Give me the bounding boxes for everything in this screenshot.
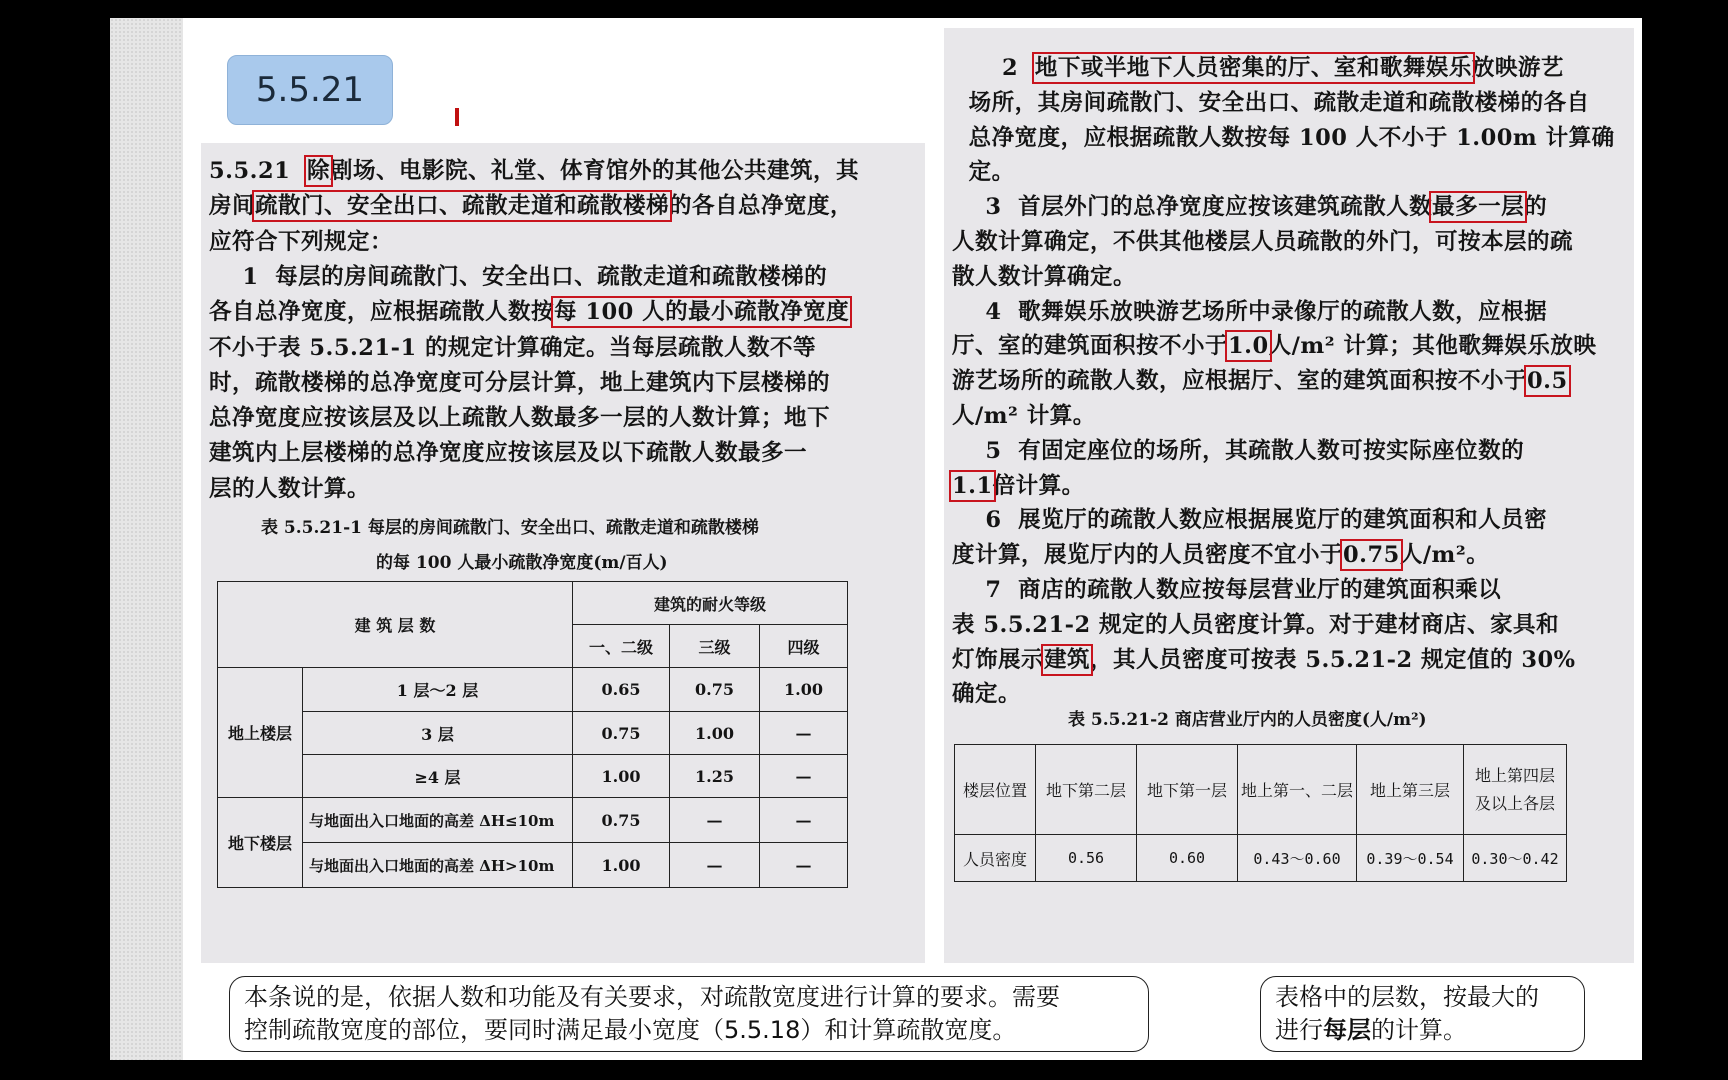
text-segment: 的各自总净宽度， bbox=[669, 193, 854, 220]
highlighted-phrase: 0.5 bbox=[1527, 368, 1568, 395]
table-cell: 1.00 bbox=[573, 755, 670, 798]
table-row bbox=[218, 755, 848, 798]
table-2-header: 地下第一层 bbox=[1137, 745, 1238, 835]
text-line bbox=[952, 607, 1559, 639]
text-segment: 不小于表 5.5.21-1 的规定计算确定。当每层疏散人数不等 bbox=[209, 334, 816, 361]
note-line: 控制疏散宽度的部位，要同时满足最小宽度（5.5.18）和计算疏散宽度。 bbox=[244, 1016, 1017, 1044]
text-segment: 度计算，展览厅内的人员密度不宜小于 bbox=[952, 542, 1344, 569]
text-segment: 人/m² 计算。 bbox=[952, 403, 1096, 429]
note-box-side bbox=[1260, 976, 1585, 1052]
table-1-fire-header: 建筑的耐火等级 bbox=[573, 582, 848, 625]
table-2-header: 地下第二层 bbox=[1036, 745, 1137, 835]
table-cell: — bbox=[760, 798, 848, 843]
table-row bbox=[218, 712, 848, 755]
table-1-grade: 一、二级 bbox=[573, 625, 670, 668]
text-segment: 1 每层的房间疏散门、安全出口、疏散走道和疏散楼梯的 bbox=[209, 263, 828, 290]
text-segment: 散人数计算确定。 bbox=[952, 263, 1137, 290]
text-line bbox=[952, 50, 1564, 82]
note-text: 进行 bbox=[1275, 1016, 1323, 1044]
note-emphasis: 每层 bbox=[1323, 1016, 1371, 1044]
highlighted-phrase: 疏散门、安全出口、疏散走道和疏散楼梯 bbox=[255, 193, 670, 220]
text-line bbox=[952, 468, 1085, 500]
table-row bbox=[955, 835, 1567, 882]
scan-page-right bbox=[944, 28, 1634, 963]
text-segment: 游艺场所的疏散人数，应根据厅、室的建筑面积按不小于 bbox=[952, 368, 1528, 395]
table-cell: 0.75 bbox=[670, 668, 760, 712]
text-segment: 人/m² 计算；其他歌舞娱乐放映 bbox=[1268, 333, 1597, 360]
text-line bbox=[952, 259, 1136, 291]
text-segment: 4 歌舞娱乐放映游艺场所中录像厅的疏散人数，应根据 bbox=[952, 298, 1548, 325]
table-cell: 1.25 bbox=[670, 755, 760, 798]
text-segment: 2 bbox=[952, 55, 1035, 81]
table-cell: 1.00 bbox=[670, 712, 760, 755]
table-1-col-header: 建 筑 层 数 bbox=[218, 582, 573, 668]
text-line bbox=[209, 294, 849, 326]
highlighted-phrase: 0.75 bbox=[1343, 542, 1400, 569]
highlighted-phrase: 地下或半地下人员密集的厅、室和歌舞娱乐 bbox=[1034, 55, 1472, 81]
text-line bbox=[209, 400, 830, 432]
text-line bbox=[209, 330, 816, 362]
text-segment: 房间 bbox=[209, 193, 256, 220]
text-line bbox=[952, 85, 1590, 117]
text-segment: 场所，其房间疏散门、安全出口、疏散走道和疏散楼梯的各自 bbox=[952, 89, 1590, 116]
table-2-header: 地上第一、二层 bbox=[1238, 745, 1357, 835]
table-2-caption: 表 5.5.21-2 商店营业厅内的人员密度(人/m²) bbox=[1068, 710, 1427, 730]
table-cell: — bbox=[760, 843, 848, 888]
table-1-row-label: 与地面出入口地面的高差 ΔH≤10m bbox=[303, 798, 573, 843]
note-box-main bbox=[229, 976, 1149, 1052]
text-line bbox=[209, 188, 853, 220]
table-row bbox=[218, 668, 848, 712]
text-segment: 7 商店的疏散人数应按每层营业厅的建筑面积乘以 bbox=[952, 577, 1502, 603]
highlighted-phrase: 1.1 bbox=[952, 472, 993, 499]
text-segment: 放映游艺 bbox=[1471, 55, 1564, 81]
table-cell: 0.75 bbox=[573, 712, 670, 755]
text-segment: 倍计算。 bbox=[992, 472, 1085, 499]
table-1-caption-line1: 表 5.5.21-1 每层的房间疏散门、安全出口、疏散走道和疏散楼梯 bbox=[261, 518, 759, 538]
text-line bbox=[209, 435, 807, 467]
text-line bbox=[952, 154, 1015, 186]
highlighted-phrase: 1.0 bbox=[1228, 333, 1269, 360]
text-line bbox=[952, 224, 1573, 256]
table-cell: 0.75 bbox=[573, 798, 670, 843]
text-segment: 总净宽度，应根据疏散人数按每 100 人不小于 1.00m 计算确 bbox=[952, 124, 1615, 151]
table-1-row-label: 与地面出入口地面的高差 ΔH>10m bbox=[303, 843, 573, 888]
table-cell: 1.00 bbox=[760, 668, 848, 712]
highlighted-phrase: 最多一层 bbox=[1432, 194, 1525, 221]
text-segment: 5.5.21 bbox=[209, 158, 307, 184]
text-line bbox=[952, 328, 1596, 360]
table-1 bbox=[217, 581, 848, 888]
text-line bbox=[209, 471, 370, 503]
text-segment: 确定。 bbox=[952, 681, 1022, 708]
text-line bbox=[209, 224, 393, 256]
text-segment: 应符合下列规定： bbox=[209, 228, 394, 255]
table-row bbox=[218, 798, 848, 843]
table-cell: 0.43～0.60 bbox=[1238, 835, 1357, 882]
table-2-row-label: 人员密度 bbox=[955, 835, 1036, 882]
table-1-group-below: 地下楼层 bbox=[218, 798, 303, 888]
text-segment: 5 有固定座位的场所，其疏散人数可按实际座位数的 bbox=[952, 437, 1525, 464]
table-cell: 0.56 bbox=[1036, 835, 1137, 882]
text-segment: 6 展览厅的疏散人数应根据展览厅的建筑面积和人员密 bbox=[952, 507, 1548, 534]
text-line bbox=[209, 153, 859, 185]
text-line bbox=[952, 676, 1021, 708]
table-1-grade: 四级 bbox=[760, 625, 848, 668]
table-cell: — bbox=[760, 755, 848, 798]
section-badge: 5.5.21 bbox=[227, 55, 393, 125]
text-line bbox=[952, 120, 1615, 152]
table-cell: — bbox=[670, 798, 760, 843]
text-line bbox=[952, 294, 1547, 326]
table-cell: — bbox=[670, 843, 760, 888]
text-line bbox=[952, 363, 1568, 395]
text-line bbox=[209, 365, 830, 397]
text-segment: 3 首层外门的总净宽度应按该建筑疏散人数 bbox=[952, 194, 1433, 221]
table-1-group-above: 地上楼层 bbox=[218, 668, 303, 798]
scan-page-left bbox=[201, 143, 925, 963]
note-line: 表格中的层数，按最大的 bbox=[1275, 983, 1539, 1011]
table-cell: 0.39～0.54 bbox=[1357, 835, 1464, 882]
decorative-strip bbox=[110, 18, 183, 1060]
text-segment: 定。 bbox=[952, 159, 1015, 186]
text-line bbox=[952, 537, 1489, 569]
slide bbox=[110, 18, 1642, 1060]
text-segment: 厅、室的建筑面积按不小于 bbox=[952, 333, 1229, 360]
table-1-caption-line2: 的每 100 人最小疏散净宽度(m/百人) bbox=[376, 553, 668, 573]
text-segment: 层的人数计算。 bbox=[209, 475, 371, 502]
table-1-row-label: ≥4 层 bbox=[303, 755, 573, 798]
text-line bbox=[952, 189, 1547, 221]
table-cell: — bbox=[760, 712, 848, 755]
text-segment: 建筑内上层楼梯的总净宽度应按该层及以下疏散人数最多一 bbox=[209, 440, 808, 467]
note-line: 本条说的是，依据人数和功能及有关要求，对疏散宽度进行计算的要求。需要 bbox=[244, 983, 1060, 1011]
table-cell: 0.65 bbox=[573, 668, 670, 712]
highlighted-phrase: 除 bbox=[306, 158, 330, 184]
note-text: 的计算。 bbox=[1371, 1016, 1467, 1044]
table-row bbox=[955, 745, 1567, 835]
table-2-header: 地上第三层 bbox=[1357, 745, 1464, 835]
table-cell: 0.60 bbox=[1137, 835, 1238, 882]
table-2 bbox=[954, 744, 1567, 882]
text-segment: 人数计算确定，不供其他楼层人员疏散的外门，可按本层的疏 bbox=[952, 229, 1574, 255]
text-segment: 剧场、电影院、礼堂、体育馆外的其他公共建筑，其 bbox=[329, 158, 859, 184]
text-line bbox=[952, 642, 1576, 674]
table-1-row-label: 1 层～2 层 bbox=[303, 668, 573, 712]
table-row bbox=[218, 843, 848, 888]
table-1-row-label: 3 层 bbox=[303, 712, 573, 755]
red-marker bbox=[455, 108, 459, 126]
text-line bbox=[952, 572, 1501, 604]
table-2-header: 地上第四层 及以上各层 bbox=[1464, 745, 1567, 835]
text-line bbox=[209, 259, 827, 291]
text-segment: 总净宽度应按该层及以上疏散人数最多一层的人数计算；地下 bbox=[209, 405, 831, 432]
table-cell: 1.00 bbox=[573, 843, 670, 888]
text-segment: 人/m²。 bbox=[1399, 542, 1490, 569]
text-segment: 灯饰展示 bbox=[952, 646, 1045, 673]
text-line bbox=[952, 433, 1524, 465]
text-segment: 的 bbox=[1524, 194, 1548, 221]
text-segment: 各自总净宽度，应根据疏散人数按 bbox=[209, 299, 555, 326]
table-2-header: 楼层位置 bbox=[955, 745, 1036, 835]
highlighted-phrase: 建筑 bbox=[1044, 646, 1091, 673]
text-segment: 表 5.5.21-2 规定的人员密度计算。对于建材商店、家具和 bbox=[952, 611, 1559, 638]
text-line bbox=[952, 502, 1547, 534]
table-1-grade: 三级 bbox=[670, 625, 760, 668]
table-cell: 0.30～0.42 bbox=[1464, 835, 1567, 882]
highlighted-phrase: 每 100 人的最小疏散净宽度 bbox=[554, 299, 850, 326]
text-segment: 时，疏散楼梯的总净宽度可分层计算，地上建筑内下层楼梯的 bbox=[209, 369, 831, 396]
text-segment: ，其人员密度可按表 5.5.21-2 规定值的 30% bbox=[1090, 646, 1576, 673]
text-line bbox=[952, 398, 1096, 430]
